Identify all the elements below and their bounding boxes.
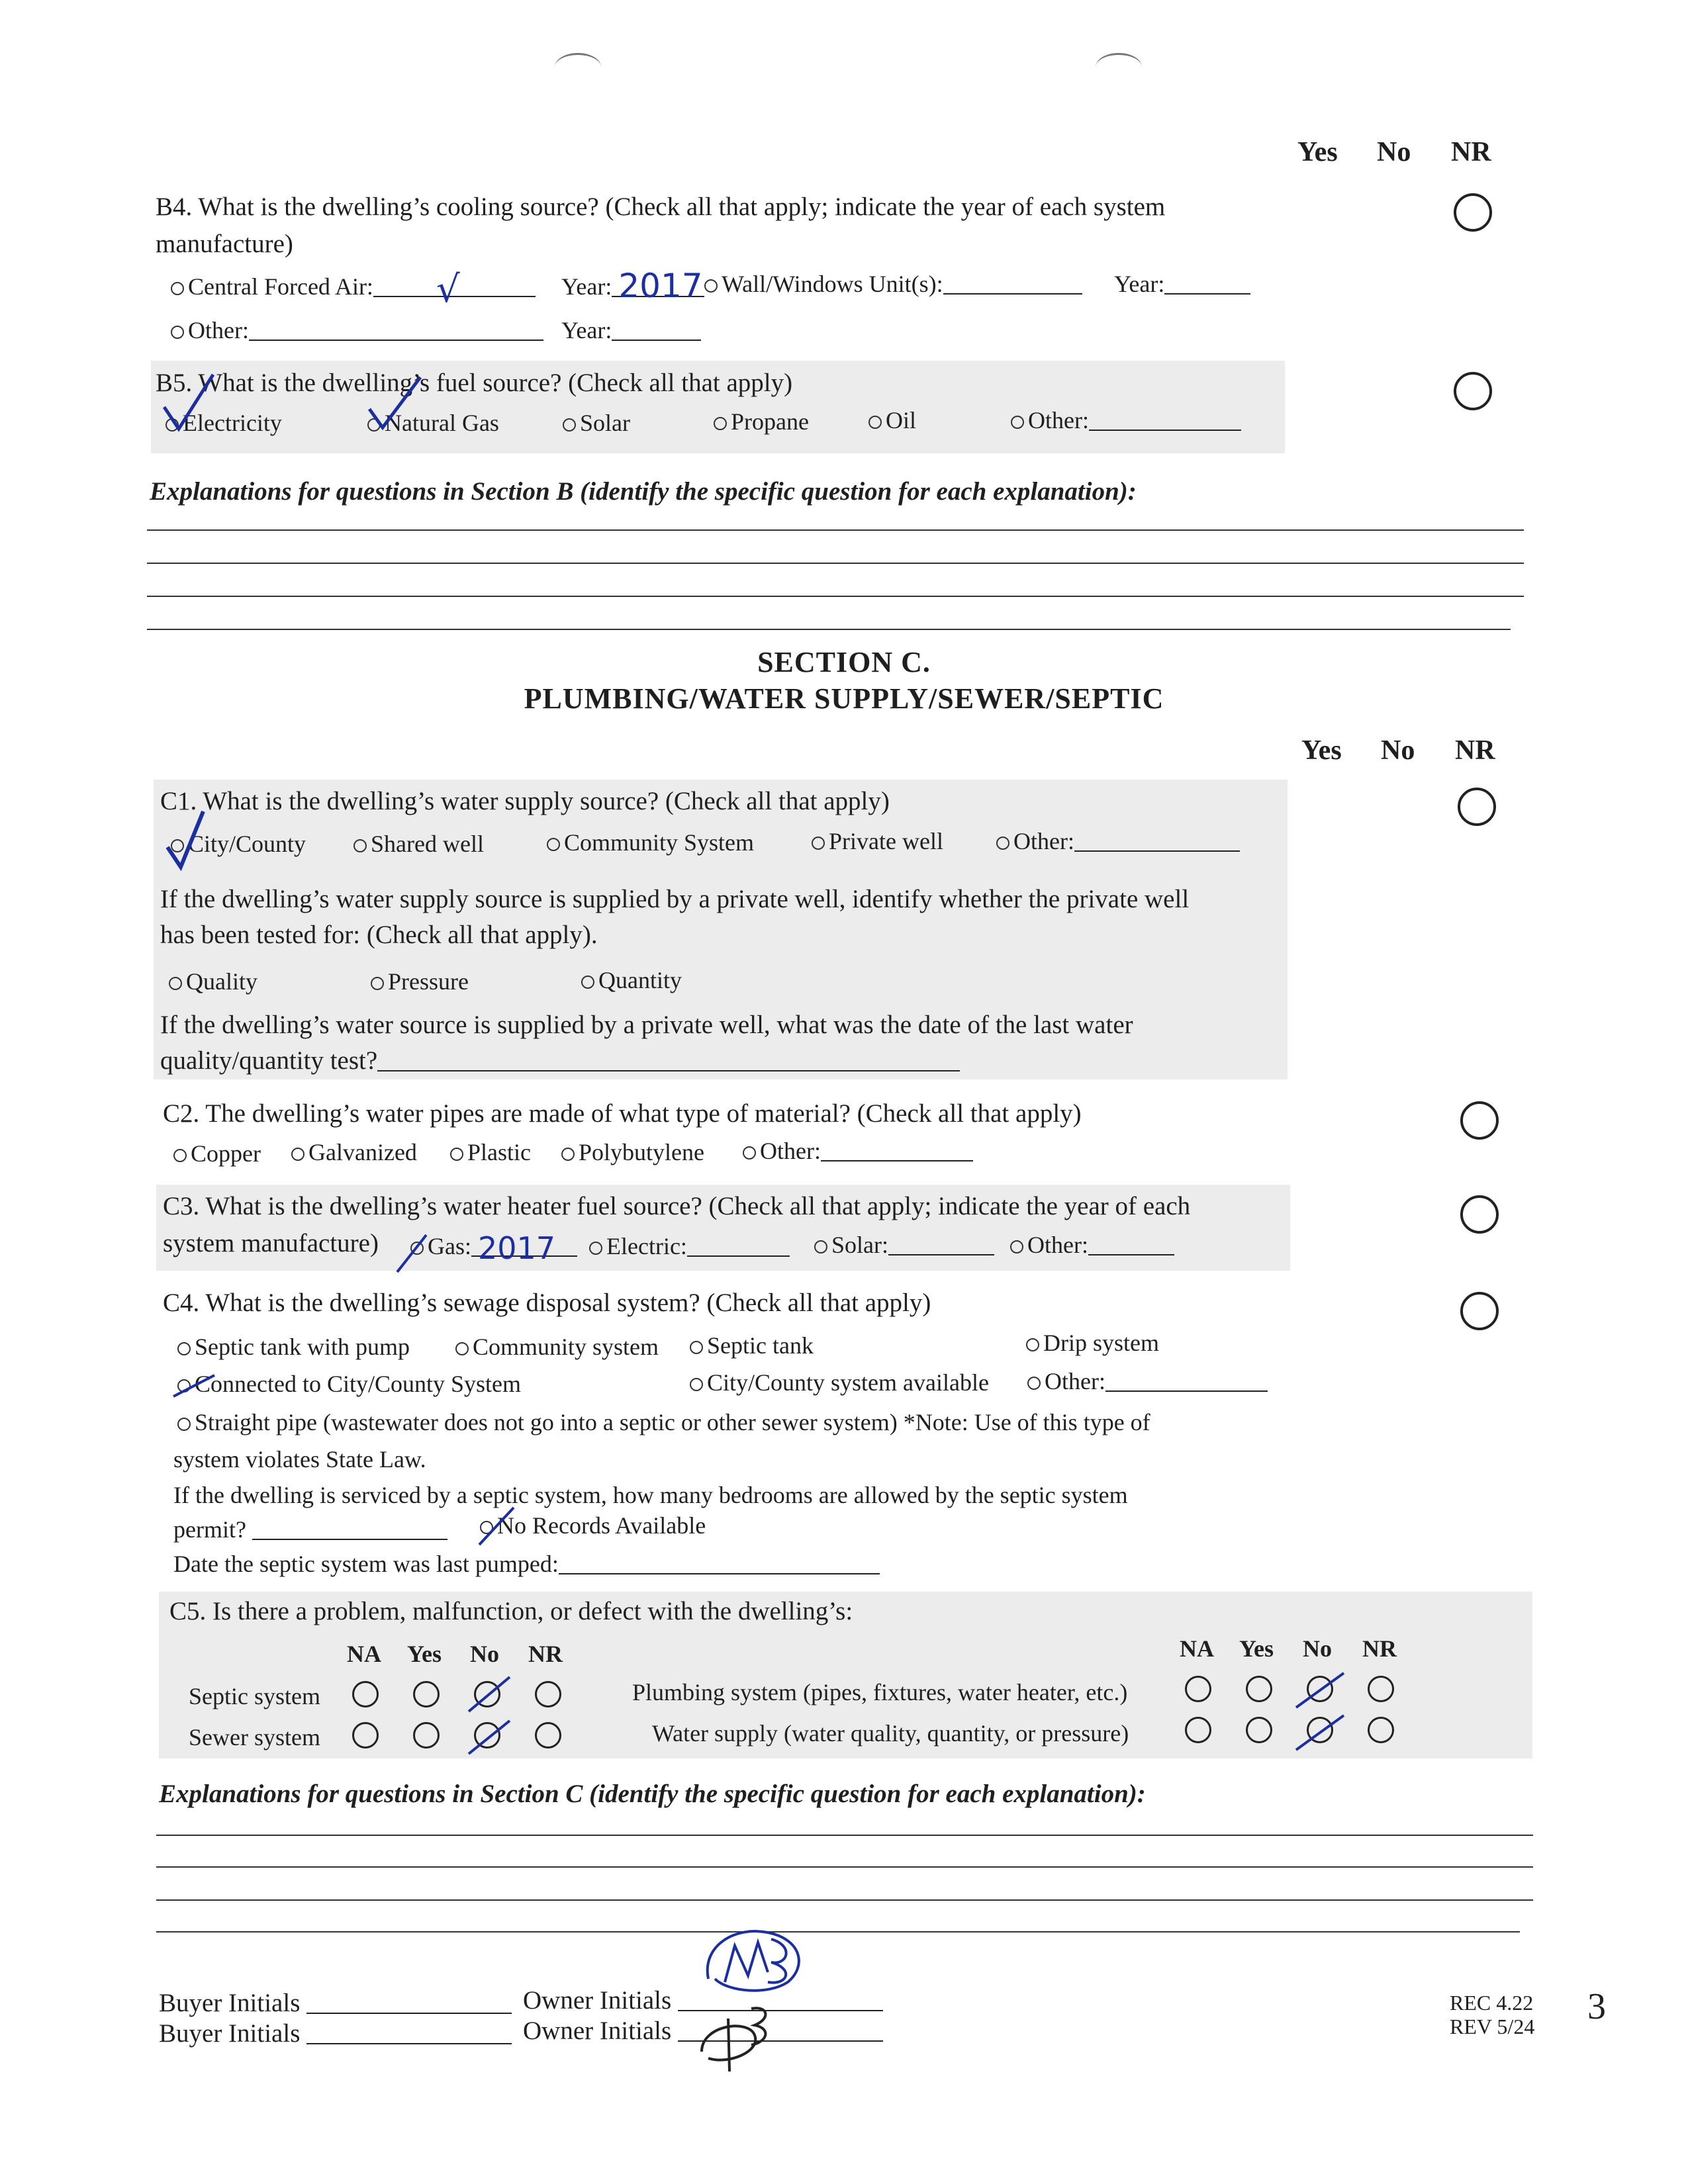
radio-icon — [563, 418, 576, 432]
c4-option-septic-pump[interactable]: Septic tank with pump — [177, 1333, 410, 1361]
c5-right-col-yes: Yes — [1239, 1635, 1274, 1662]
c3-gas-slash-mark — [392, 1230, 432, 1276]
b4-other-option[interactable] — [171, 316, 543, 344]
form-revision: REV 5/24 — [1450, 2015, 1535, 2038]
c3-option-solar[interactable]: Solar: — [814, 1231, 994, 1259]
c5-row-plumbing-label: Plumbing system (pipes, fixtures, water heater, etc.) — [632, 1679, 1128, 1706]
col-no-header: No — [1377, 137, 1411, 167]
section-c-explanations-label: Explanations for questions in Section C (identify the specific question for each explanation): — [159, 1780, 1146, 1808]
radio-icon — [291, 1148, 305, 1161]
radio-icon — [561, 1148, 575, 1161]
c2-question: C2. The dwelling’s water pipes are made of what type of material? (Check all that apply) — [163, 1099, 1082, 1128]
section-c-title: SECTION C. — [757, 646, 931, 678]
c5-sewer-nr-radio[interactable] — [535, 1722, 561, 1749]
b5-option-natural-gas[interactable]: Natural Gas — [367, 409, 499, 437]
c5-sewer-yes-radio[interactable] — [413, 1722, 440, 1749]
c5-question: C5. Is there a problem, malfunction, or defect with the dwelling’s: — [169, 1597, 853, 1625]
b4-year-field[interactable] — [561, 267, 704, 305]
section-c-explanation-line-3[interactable] — [156, 1899, 1533, 1901]
b4-nr-radio[interactable] — [1454, 193, 1492, 232]
c3-nr-radio[interactable] — [1460, 1195, 1499, 1234]
c5-plumbing-yes-radio[interactable] — [1246, 1676, 1272, 1702]
radio-icon — [169, 977, 182, 990]
c5-left-no-slash-marks — [463, 1672, 516, 1764]
owner-initials-1: Owner Initials — [523, 1985, 883, 2015]
radio-icon — [177, 1418, 191, 1431]
b4-central-check: √ — [436, 268, 460, 311]
form-code: REC 4.22 — [1450, 1991, 1534, 2015]
b5-option-other[interactable]: Other: — [1011, 406, 1241, 434]
section-b-explanation-line-3[interactable] — [147, 596, 1524, 597]
section-c-explanation-line-2[interactable] — [156, 1866, 1533, 1868]
buyer-initials-2: Buyer Initials — [159, 2019, 512, 2048]
c5-left-col-no: No — [470, 1641, 499, 1667]
c4-option-community[interactable]: Community system — [455, 1333, 659, 1361]
c3-question-cont: system manufacture) — [163, 1229, 379, 1257]
radio-icon — [1011, 416, 1024, 429]
radio-icon — [589, 1242, 602, 1255]
b4-central-option[interactable] — [171, 268, 536, 311]
b4-central-label: Central Forced Air: — [188, 273, 373, 300]
c1-date-text-1: If the dwelling’s water source is supplied by a private well, what was the date of the last water — [160, 1011, 1133, 1039]
owner-initials-2: Owner Initials — [523, 2016, 883, 2046]
owner-initials-signature — [688, 1919, 821, 2078]
c5-right-col-no: No — [1303, 1635, 1332, 1662]
c4-option-connected[interactable]: Connected to City/County System — [177, 1370, 521, 1398]
radio-icon — [353, 839, 367, 852]
c5-water-nr-radio[interactable] — [1368, 1717, 1394, 1743]
c1-city-county-checkmark — [162, 807, 222, 874]
c2-option-copper[interactable]: Copper — [173, 1140, 261, 1167]
radio-icon — [814, 1240, 827, 1253]
c4-no-records-option[interactable]: No Records Available — [480, 1512, 706, 1539]
c1-nr-radio[interactable] — [1458, 788, 1496, 826]
b5-option-propane[interactable]: Propane — [714, 408, 809, 435]
c1-date-field[interactable] — [377, 1070, 960, 1071]
c4-straight-pipe-cont: system violates State Law. — [173, 1446, 426, 1473]
radio-icon — [547, 838, 560, 851]
b4-central-field[interactable] — [373, 268, 536, 311]
b4-question: B4. What is the dwelling’s cooling source? (Check all that apply; indicate the year of each system — [156, 193, 1166, 221]
c4-option-city-available[interactable]: City/County system available — [690, 1369, 989, 1396]
radio-icon — [996, 837, 1009, 850]
buyer-initials-1-field[interactable] — [306, 2013, 512, 2014]
c5-left-col-yes: Yes — [407, 1641, 442, 1667]
c5-row-water-label: Water supply (water quality, quantity, or pressure) — [652, 1720, 1129, 1747]
c4-pumped-text: Date the septic system was last pumped: — [173, 1550, 880, 1578]
c4-bedrooms-text-1: If the dwelling is serviced by a septic system, how many bedrooms are allowed by the septic system — [173, 1482, 1128, 1508]
radio-icon — [455, 1342, 469, 1355]
c4-connected-slash-mark — [171, 1370, 217, 1403]
c1-option-shared-well[interactable]: Shared well — [353, 830, 484, 858]
c2-option-other[interactable]: Other: — [743, 1137, 973, 1165]
c5-row-sewer-label: Sewer system — [189, 1724, 320, 1751]
c1-test-pressure[interactable]: Pressure — [371, 968, 469, 995]
col-yes-header: Yes — [1297, 137, 1338, 167]
col-nr-header: NR — [1451, 137, 1491, 167]
b4-wall-year-field[interactable] — [1114, 270, 1250, 298]
b5-electricity-checkmark — [152, 371, 225, 437]
c5-row-septic-label: Septic system — [189, 1683, 320, 1709]
b5-question: B5. What is the dwelling’s fuel source? (Check all that apply) — [156, 369, 793, 397]
c4-question: C4. What is the dwelling’s sewage disposal system? (Check all that apply) — [163, 1289, 931, 1317]
c1-well-text-2: has been tested for: (Check all that apply). — [160, 921, 598, 949]
c-col-yes-header: Yes — [1301, 735, 1342, 766]
radio-icon — [581, 976, 594, 989]
c2-option-plastic[interactable]: Plastic — [450, 1138, 531, 1166]
b5-natural-gas-checkmark — [357, 371, 430, 437]
c5-right-col-nr: NR — [1362, 1635, 1397, 1662]
b4-year-label: Year: — [561, 273, 612, 300]
scan-mark-right — [1096, 53, 1142, 81]
b5-option-electricity[interactable]: Electricity — [165, 409, 282, 437]
c4-option-septic-tank[interactable]: Septic tank — [690, 1332, 814, 1359]
b4-other-year-label: Year: — [561, 317, 612, 343]
c1-well-text-1: If the dwelling’s water supply source is supplied by a private well, identify whether the private well — [160, 885, 1190, 913]
c1-question: C1. What is the dwelling’s water supply source? (Check all that apply) — [160, 787, 890, 815]
radio-icon — [1027, 1377, 1041, 1390]
radio-icon — [450, 1148, 463, 1161]
c2-option-polybutylene[interactable]: Polybutylene — [561, 1138, 704, 1166]
c2-nr-radio[interactable] — [1460, 1101, 1499, 1140]
radio-icon — [1026, 1338, 1039, 1351]
b5-option-solar[interactable]: Solar — [563, 409, 630, 437]
b5-nr-radio[interactable] — [1454, 372, 1492, 410]
radio-icon — [743, 1146, 756, 1160]
c5-septic-nr-radio[interactable] — [535, 1681, 561, 1707]
radio-icon — [690, 1378, 703, 1391]
c1-option-community[interactable]: Community System — [547, 829, 754, 856]
c1-option-city-county[interactable]: City/County — [171, 830, 306, 858]
c4-nr-radio[interactable] — [1460, 1292, 1499, 1330]
buyer-initials-1: Buyer Initials — [159, 1988, 512, 2018]
c3-question: C3. What is the dwelling’s water heater fuel source? (Check all that apply; indicate the year of each — [163, 1192, 1191, 1220]
c-col-no-header: No — [1381, 735, 1415, 766]
c1-option-other[interactable]: Other: — [996, 827, 1240, 855]
c5-plumbing-nr-radio[interactable] — [1368, 1676, 1394, 1702]
c5-left-col-na: NA — [347, 1641, 381, 1667]
radio-icon — [171, 282, 184, 295]
c4-bedrooms-text-2: permit? — [173, 1516, 447, 1543]
radio-icon — [704, 279, 718, 293]
c3-gas-year-value: 2017 — [478, 1230, 556, 1266]
c1-test-quantity[interactable]: Quantity — [581, 966, 682, 994]
section-b-explanations-label: Explanations for questions in Section B (identify the specific question for each explanation): — [150, 477, 1137, 506]
c3-option-other[interactable]: Other: — [1010, 1231, 1174, 1259]
c5-right-no-slash-marks — [1291, 1668, 1350, 1760]
radio-icon — [714, 417, 727, 430]
b5-option-oil[interactable]: Oil — [868, 406, 916, 434]
section-b-explanation-line-2[interactable] — [147, 563, 1524, 564]
c4-bedrooms-field[interactable] — [252, 1539, 447, 1540]
scan-mark-left — [555, 53, 601, 81]
c1-option-private-well[interactable]: Private well — [812, 827, 943, 855]
c-col-nr-header: NR — [1455, 735, 1495, 766]
radio-icon — [173, 1149, 187, 1162]
b4-wall-label: Wall/Windows Unit(s): — [722, 271, 943, 297]
page-number: 3 — [1587, 1986, 1606, 2027]
radio-icon — [171, 326, 184, 339]
b4-other-label: Other: — [188, 317, 249, 343]
c5-left-col-nr: NR — [528, 1641, 563, 1667]
section-c-explanation-line-1[interactable] — [156, 1835, 1533, 1836]
c4-option-straight-pipe[interactable]: Straight pipe (wastewater does not go into a septic or other sewer system) *Note: Use of this type of — [177, 1408, 1150, 1436]
b4-year-value: 2017 — [618, 267, 703, 305]
c5-water-na-radio[interactable] — [1185, 1717, 1211, 1743]
c5-water-yes-radio[interactable] — [1246, 1717, 1272, 1743]
section-c-subtitle: PLUMBING/WATER SUPPLY/SEWER/SEPTIC — [524, 682, 1164, 715]
b4-other-year-field[interactable] — [561, 316, 701, 344]
buyer-initials-2-field[interactable] — [306, 2043, 512, 2044]
c3-option-electric[interactable]: Electric: — [589, 1232, 790, 1260]
b4-wall-year-label: Year: — [1114, 271, 1165, 297]
c5-sewer-na-radio[interactable] — [352, 1722, 379, 1749]
c2-option-galvanized[interactable]: Galvanized — [291, 1138, 417, 1166]
section-b-explanation-line-1[interactable] — [147, 529, 1524, 531]
radio-icon — [371, 977, 384, 990]
c4-pumped-field[interactable] — [559, 1573, 880, 1574]
section-c-explanation-line-4[interactable] — [156, 1931, 1520, 1933]
c4-option-drip[interactable]: Drip system — [1026, 1329, 1159, 1357]
radio-icon — [177, 1342, 191, 1355]
radio-icon — [868, 416, 882, 429]
b4-question-cont: manufacture) — [156, 230, 293, 258]
c3-option-gas[interactable]: Gas: 2017 — [410, 1232, 577, 1260]
c1-date-text-2: quality/quantity test? — [160, 1046, 960, 1075]
c4-option-other[interactable]: Other: — [1027, 1367, 1268, 1395]
radio-icon — [812, 837, 825, 850]
radio-icon — [690, 1341, 703, 1354]
c5-septic-yes-radio[interactable] — [413, 1681, 440, 1707]
c5-septic-na-radio[interactable] — [352, 1681, 379, 1707]
c4-no-records-slash-mark — [474, 1504, 520, 1550]
c5-right-col-na: NA — [1180, 1635, 1214, 1662]
radio-icon — [1010, 1240, 1023, 1253]
c1-test-quality[interactable]: Quality — [169, 968, 258, 995]
b4-wall-option[interactable] — [704, 270, 1082, 298]
section-b-explanation-line-4[interactable] — [147, 629, 1511, 630]
c5-plumbing-na-radio[interactable] — [1185, 1676, 1211, 1702]
